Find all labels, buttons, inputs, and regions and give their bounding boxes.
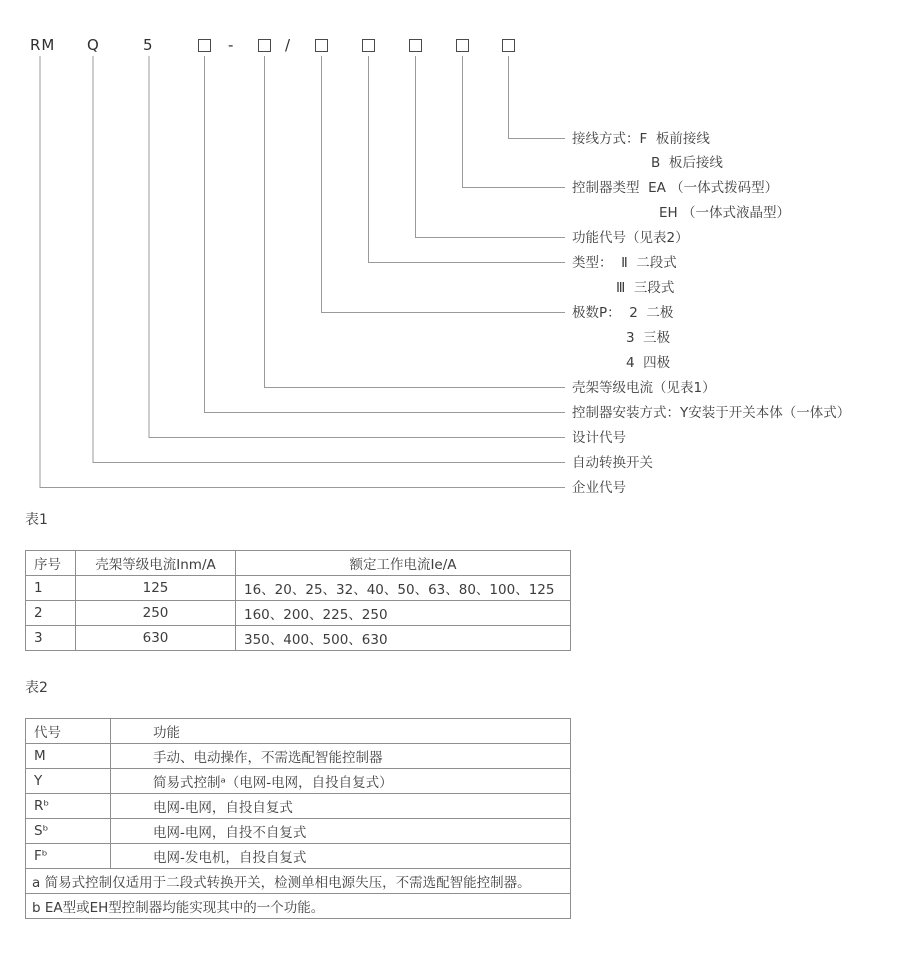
table1-cell: 350、400、500、630: [236, 626, 571, 651]
label-poles: 极数P： 2 二极: [572, 305, 674, 321]
connector-line: [369, 56, 566, 263]
connector-line: [149, 56, 565, 438]
table1-cell: 125: [76, 576, 236, 601]
connector-line: [463, 56, 566, 188]
table1-cell: 3: [26, 626, 76, 651]
label-ats: 自动转换开关: [572, 455, 653, 471]
table2-cell: Fᵇ: [26, 844, 111, 869]
table2-header-cell: 功能: [111, 719, 571, 744]
frame-current-table: [25, 550, 571, 651]
table2-row: [26, 769, 571, 794]
table1-header-cell: 序号: [26, 551, 76, 576]
table2-row: [26, 844, 571, 869]
table2-cell: 电网-发电机，自投自复式: [111, 844, 571, 869]
connector-line: [416, 56, 566, 238]
code-box-poles: [315, 39, 328, 52]
table2-footnote: b EA型或EH型控制器均能实现其中的一个功能。: [26, 894, 571, 919]
table2-footnote-row: [26, 894, 571, 919]
label-poles-3: 3 三极: [626, 330, 671, 346]
table2-cell: Rᵇ: [26, 794, 111, 819]
label-type: 类型： Ⅱ 二段式: [572, 255, 677, 271]
label-controller-type-eh: EH （一体式液晶型）: [659, 205, 790, 221]
table1-row: [26, 576, 571, 601]
label-company-code: 企业代号: [572, 480, 626, 496]
connector-line: [322, 56, 566, 313]
table1-cell: 160、200、225、250: [236, 601, 571, 626]
code-box-type: [362, 39, 375, 52]
table2-cell: 电网-电网，自投自复式: [111, 794, 571, 819]
table1-header-cell: 壳架等级电流Inm/A: [76, 551, 236, 576]
table2-footnote-row: [26, 869, 571, 894]
connector-line: [509, 56, 566, 139]
connector-line: [40, 56, 565, 488]
label-controller-mount: 控制器安装方式：Y安装于开关本体（一体式）: [572, 405, 851, 421]
table2-header-cell: 代号: [26, 719, 111, 744]
function-code-table: [25, 718, 571, 919]
table1-header-cell: 额定工作电流Ie/A: [236, 551, 571, 576]
code-dash: -: [228, 36, 235, 54]
table1-row: [26, 626, 571, 651]
label-controller-type: 控制器类型 EA （一体式拨码型）: [572, 180, 779, 196]
label-wiring-mode: 接线方式：F 板前接线: [572, 131, 710, 147]
code-design: 5: [143, 36, 154, 54]
label-function-code: 功能代号（见表2）: [572, 230, 689, 246]
table2-row: [26, 794, 571, 819]
connector-line: [93, 56, 565, 463]
table1-cell: 1: [26, 576, 76, 601]
table2-cell: M: [26, 744, 111, 769]
code-box-frame-current: [258, 39, 271, 52]
table1-cell: 2: [26, 601, 76, 626]
connector-line: [265, 56, 566, 388]
code-prefix: RM: [30, 36, 56, 54]
table1-cell: 16、20、25、32、40、50、63、80、100、125: [236, 576, 571, 601]
label-wiring-mode-b: B 板后接线: [651, 155, 723, 171]
table2-row: [26, 819, 571, 844]
connector-line: [205, 56, 566, 413]
code-series: Q: [87, 36, 100, 54]
table2-cell: Y: [26, 769, 111, 794]
table1-row: [26, 601, 571, 626]
table2-header-row: [26, 719, 571, 744]
label-design-code: 设计代号: [572, 430, 626, 446]
code-box-controller-mount: [198, 39, 211, 52]
label-poles-4: 4 四极: [626, 355, 671, 371]
label-type-three-stage: Ⅲ 三段式: [616, 280, 675, 296]
table1-cell: 250: [76, 601, 236, 626]
code-slash: /: [285, 36, 292, 54]
table1-header-row: [26, 551, 571, 576]
table2-cell: 电网-电网，自投不自复式: [111, 819, 571, 844]
code-box-wiring: [502, 39, 515, 52]
table2-row: [26, 744, 571, 769]
table2-footnote: a 简易式控制仅适用于二段式转换开关，检测单相电源失压，不需选配智能控制器。: [26, 869, 571, 894]
table2-cell: 简易式控制ᵃ（电网-电网，自投自复式）: [111, 769, 571, 794]
code-box-function: [409, 39, 422, 52]
table2-cell: Sᵇ: [26, 819, 111, 844]
table1-cell: 630: [76, 626, 236, 651]
code-box-controller-type: [456, 39, 469, 52]
label-frame-current: 壳架等级电流（见表1）: [572, 380, 716, 396]
table1-caption: 表1: [25, 512, 48, 528]
table2-caption: 表2: [25, 680, 48, 696]
table2-cell: 手动、电动操作，不需选配智能控制器: [111, 744, 571, 769]
